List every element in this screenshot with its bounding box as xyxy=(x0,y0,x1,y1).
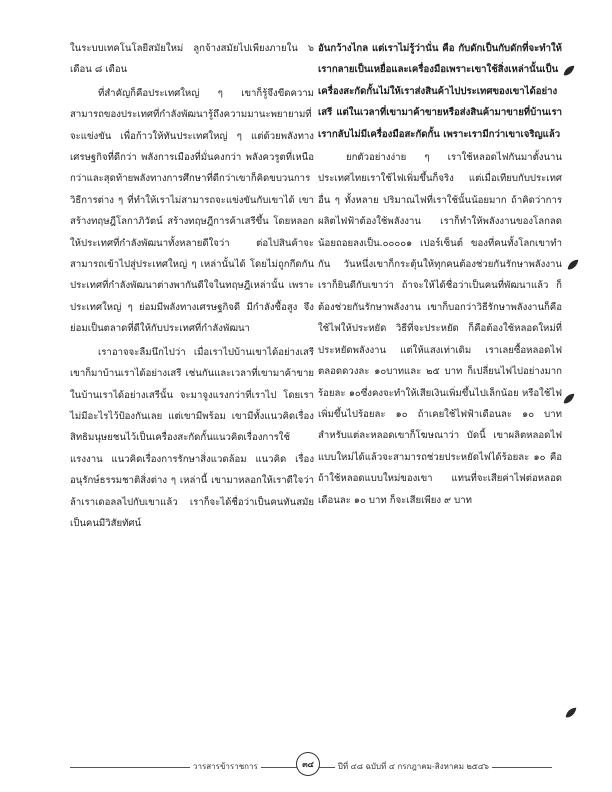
leaf-ornament-icon xyxy=(566,258,580,272)
left-paragraph-2: ที่สำคัญก็คือประเทศใหญ่ ๆ เขาก็รู้จึงขีดความสามารถของประเทศที่กำลังพัฒนารู้ถึงความมานะพยายามที่จะแข่งขัน เพื่อก้าวให้ทันประเทศใหญ่ ๆ แต่ด้วยพลังทางเศรษฐกิจที่ดีกว่า พลังการเมืองที่มั่นคงกว่า พลังควรูตที่เหนือกว่าและสุดท้ายพลังทางการศึกษาที่ดีกว่าเขาก็คิดขบวนการวิธีการต่าง ๆ ที่ทำให้เราไม่สามารถจะแข่งขันกับเขาได้ เขาสร้างทฤษฎีโลกาภิวัตน์ สร้างทฤษฎีการค้าเสรีขึ้น โดยหลอกให้ประเทศที่กำลังพัฒนาทั้งหลายดีใจว่า ต่อไปสินค้าจะสามารถเข้าไปสู่ประเทศใหญ่ ๆ เหล่านั้นได้ โดยไม่ถูกกีดกัน ประเทศที่กำลังพัฒนาต่างพากันดีใจในทฤษฎีเหล่านั้น เพราะประเทศใหญ่ ๆ ย่อมมีพลังทางเศรษฐกิจดี มีกำลังซื้อสูง จึงย่อมเป็นตลาดที่ดีให้กับประเทศที่กำลังพัฒนา xyxy=(70,87,314,335)
left-paragraph-3: เราอาจจะลืมนึกไปว่า เมื่อเราไปบ้านเขาได้อย่างเสรี เขาก็มาบ้านเราได้อย่างเสรี เช่นกันและเวลาที่เขามาค้าขายในบ้านเราได้อย่างเสรีนั้น จะมาจูงแรงกว่าที่เราไป โดยเราไม่มีอะไรไว้ป้องกันเลย แต่เขามีพร้อม เขามีทั้งแนวคิดเรื่องสิทธิมนุษยชนไว้เป็นเครื่องสะกัดกั้นแนวคิดเรื่องการใช้แรงงาน แนวคิดเรื่องการรักษาสิ่งแวดล้อม แนวคิด เรื่องอนุรักษ์ธรรมชาติสิ่งต่าง ๆ เหล่านี้ เขามาหลอกให้เราดีใจว่าล้าเราเดอลลไปกับเขาแล้ว เราก็จะได้ชื่อว่าเป็นคนทันสมัย เป็นคนมีวิสัยทัศน์ xyxy=(70,346,314,529)
right-column xyxy=(318,38,562,511)
footer-issue-info: ปีที่ ๔๘ ฉบับที่ ๔ กรกฎาคม-สิงหาคม ๒๕๔๖ xyxy=(335,760,492,773)
leaf-ornament-icon xyxy=(562,392,576,406)
left-paragraph-1: ในระบบเทคโนโลยีสมัยใหม่ ลูกจ้างสมัยไปเพียงภายใน ๖ เดือน ๘ เดือน xyxy=(70,43,314,76)
right-paragraph-1: อันกว้างไกล แต่เราไม่รู้ว่านั่น คือ กับดักเป็นกับดักที่จะทำให้เรากลายเป็นเหยื่อและเครื่องมือเพราะเขาใช้สิ่งเหล่านั้นเป็นเครื่องสะกัดกั้นไม่ให้เราส่งสินค้าไปประเทศของเขาได้อย่างเสรี แต่ในเวลาที่เขามาค้าขายหรือส่งสินค้ามาขายที่บ้านเราเรากลับไม่มีเครื่องมือสะกัดกั้น เพราะเรามีกว่าเขาเจริญแล้ว xyxy=(318,43,562,140)
leaf-ornament-icon xyxy=(564,706,578,720)
leaf-ornament-icon xyxy=(562,64,576,78)
page-number-badge xyxy=(296,752,320,776)
page-number: ๓๔ xyxy=(302,759,314,769)
left-column xyxy=(70,38,314,534)
right-paragraph-2: ยกตัวอย่างง่าย ๆ เราใช้หลอดไฟกันมาตั้งนาน ประเทศไทยเราใช้ไฟเพิ่มขึ้นก็จริง แต่เมื่อเทียบกับประเทศอื่น ๆ ทั้งหลาย ปริมาณไฟที่เราใช้นั้นน้อยมาก ถ้าคิดว่าการผลิตไฟฟ้าต้องใช้พลังงาน เราก็ทำให้พลังงานของโลกลดน้อยถอยลงเป็น.๐๐๐๐๑ เปอร์เซ็นต์ ของที่คนทั้งโลกเขาทำกัน วันหนึ่งเขาก็กระตุ้นให้ทุกคนต้องช่วยกันรักษาพลังงานเราก็ยินดีกับเขาว่า ถ้าจะให้ได้ชื่อว่าเป็นคนที่พัฒนาแล้ว ก็ต้องช่วยกันรักษาพลังงาน เขาก็บอกว่าวิธีรักษาพลังงานก็คือ ใช้ไฟให้ประหยัด วิธีที่จะประหยัด ก็คือต้องใช้หลอดใหม่ที่ประหยัดพลังงาน แต่ให้แสงเท่าเดิม เราเลยซื้อหลอดไฟตลอดดวงละ ๑๐บาทและ ๒๕ บาท ก็เปลี่ยนไฟไปอย่างมากร้อยละ ๑๐ซึ่งคงจะทำให้เสียเงินเพิ่มขึ้นไปเล็กน้อย หรือใช้ไฟเพิ่มขึ้นไปร้อยละ ๑๐ ถ้าเคยใช้ไฟฟ้าเดือนละ ๑๐ บาท สำหรับแต่ละหลอดเขาก็โฆษณาว่า บัดนี้ เขาผลิตหลอดไฟแบบใหม่ได้แล้วจะสามารถช่วยประหยัดไฟได้ร้อยละ ๑๐ คือ ถ้าใช้หลอดแบบใหม่ของเขา แทนที่จะเสียค่าไฟต่อหลอดเดือนละ ๑๐ บาท ก็จะเสียเพียง ๙ บาท xyxy=(318,152,562,506)
page-footer xyxy=(70,760,552,780)
footer-journal-name: วารสารข้าราชการ xyxy=(190,760,261,773)
